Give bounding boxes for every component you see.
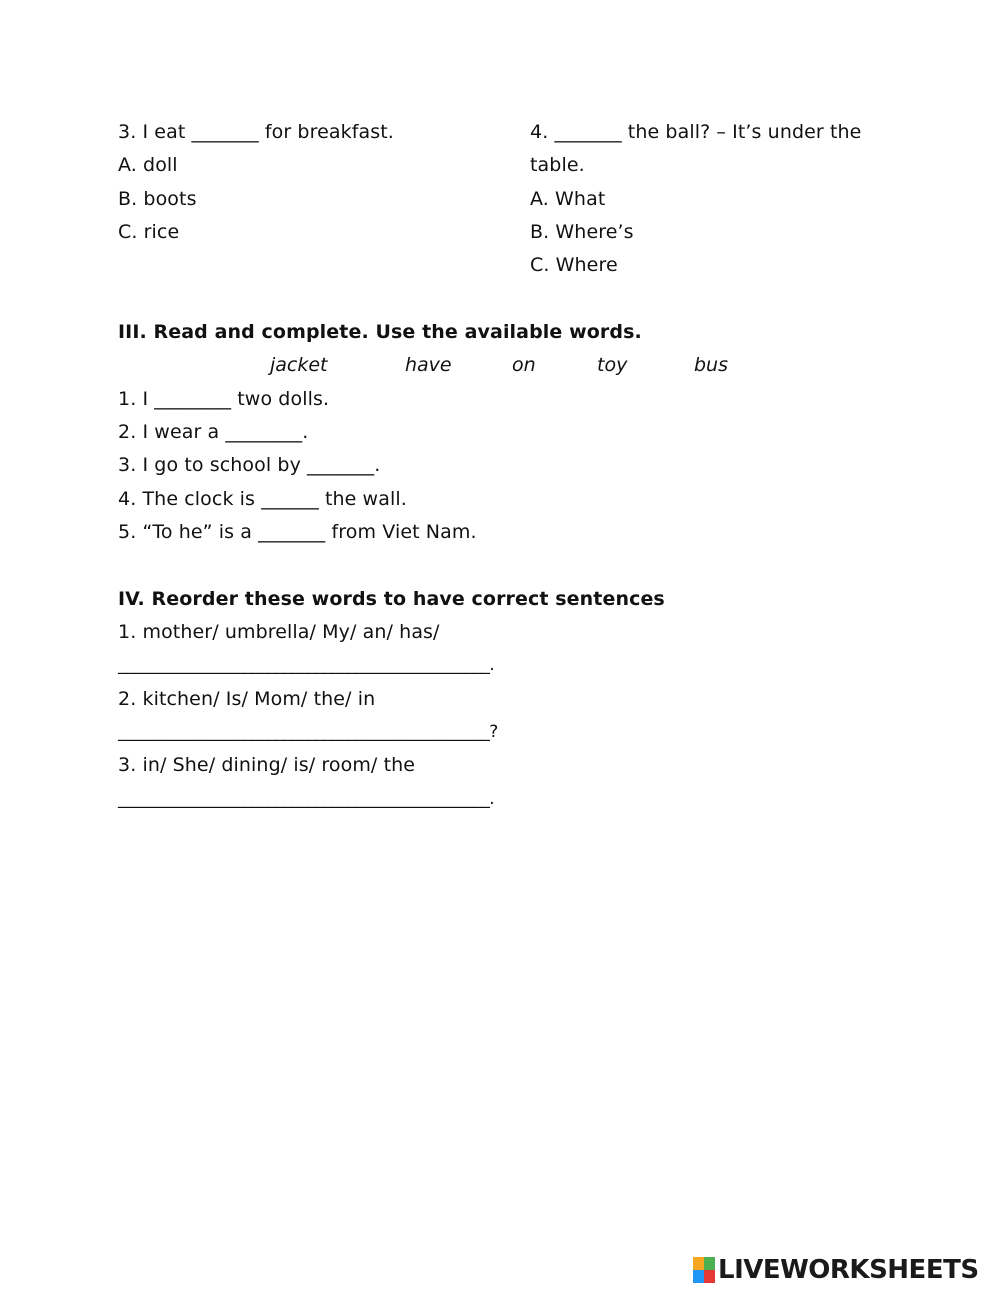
brand-name: LIVEWORKSHEETS (718, 1255, 979, 1285)
section4-prompt-3: 3. in/ She/ dining/ is/ room/ the (118, 754, 416, 776)
section3-item-4[interactable]: 4. The clock is ______ the wall. (118, 488, 407, 510)
section3-item-5[interactable]: 5. “To he” is a _______ from Viet Nam. (118, 521, 477, 543)
section3-item-1[interactable]: 1. I ________ two dolls. (118, 388, 330, 410)
section3-item-2[interactable]: 2. I wear a ________. (118, 421, 309, 443)
section4-answer-1[interactable]: _______________________________________________. (118, 655, 495, 675)
q4-question-line1: 4. _______ the ball? – It’s under the (530, 121, 862, 143)
q4-option-b[interactable]: B. Where’s (530, 221, 634, 243)
liveworksheets-logo-icon (693, 1257, 715, 1283)
section3-item-3[interactable]: 3. I go to school by _______. (118, 454, 381, 476)
word-bank-item: bus (694, 354, 729, 376)
q3-option-c[interactable]: C. rice (118, 221, 180, 243)
word-bank-item: on (512, 354, 536, 376)
section4-prompt-1: 1. mother/ umbrella/ My/ an/ has/ (118, 621, 440, 643)
q4-question-line2: table. (530, 154, 585, 176)
section4-answer-2[interactable]: _______________________________________________? (118, 722, 498, 742)
section4-answer-3[interactable]: _______________________________________________. (118, 789, 495, 809)
word-bank-item: have (405, 354, 452, 376)
q4-option-c[interactable]: C. Where (530, 254, 618, 276)
section4-prompt-2: 2. kitchen/ Is/ Mom/ the/ in (118, 688, 376, 710)
q3-question: 3. I eat _______ for breakfast. (118, 121, 394, 143)
liveworksheets-logo (693, 1255, 979, 1285)
section4-title: IV. Reorder these words to have correct sentences (118, 588, 665, 610)
word-bank-item: jacket (270, 354, 328, 376)
q4-option-a[interactable]: A. What (530, 188, 606, 210)
q3-option-a[interactable]: A. doll (118, 154, 178, 176)
q3-option-b[interactable]: B. boots (118, 188, 197, 210)
section3-title: III. Read and complete. Use the available words. (118, 321, 642, 343)
word-bank-item: toy (597, 354, 628, 376)
